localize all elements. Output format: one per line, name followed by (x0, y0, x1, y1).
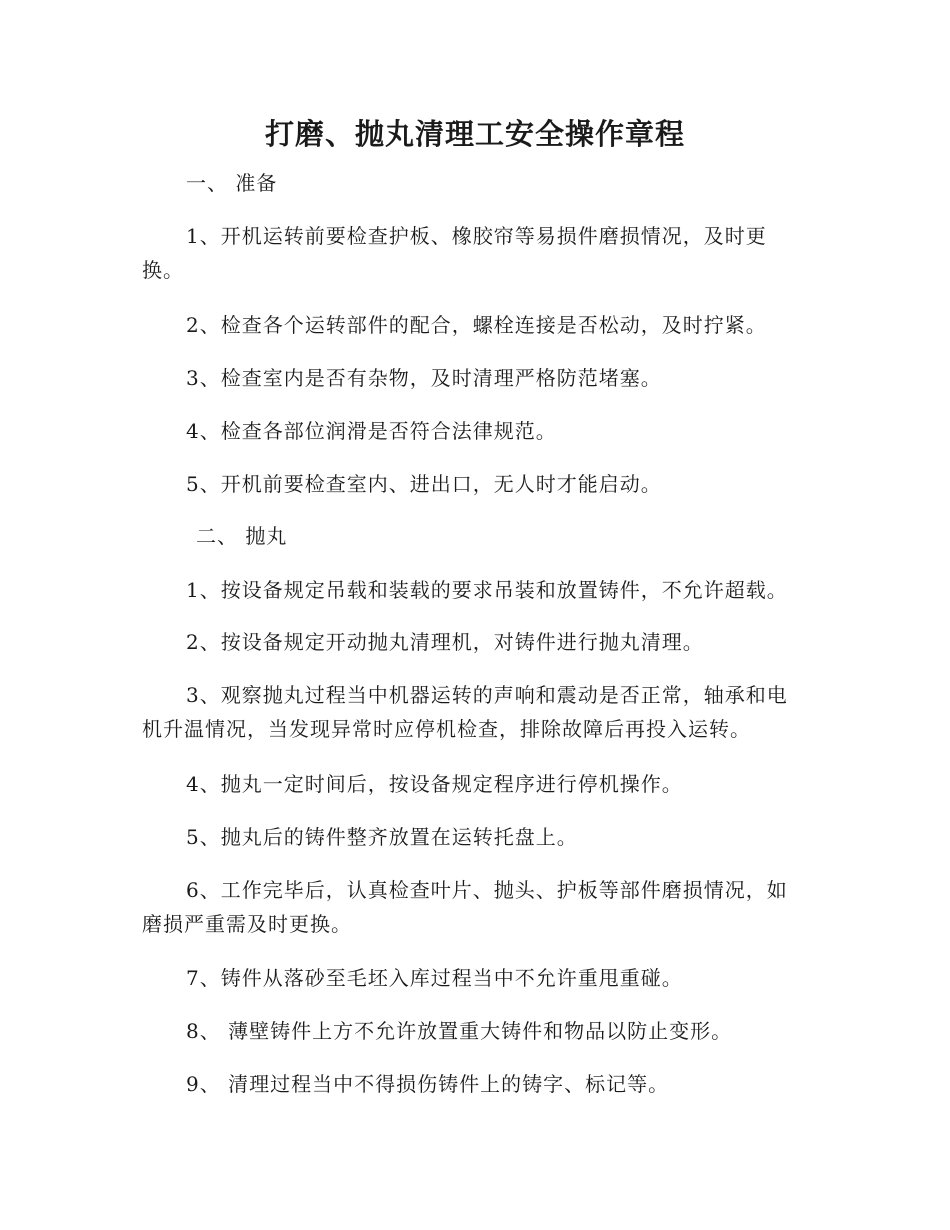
list-item: 9、 清理过程当中不得损伤铸件上的铸字、标记等。 (186, 1072, 670, 1096)
list-item: 8、 薄壁铸件上方不允许放置重大铸件和物品以防止变形。 (186, 1019, 733, 1043)
list-item: 3、检查室内是否有杂物，及时清理严格防范堵塞。 (186, 366, 662, 390)
list-item: 1、开机运转前要检查护板、橡胶帘等易损件磨损情况，及时更换。 (142, 224, 767, 282)
list-item: 4、检查各部位润滑是否符合法律规范。 (186, 419, 557, 443)
section-heading-prepare: 一、 准备 (186, 171, 278, 195)
section-heading-shot-blasting: 二、 抛丸 (196, 524, 288, 548)
list-item: 6、工作完毕后，认真检查叶片、抛头、护板等部件磨损情况，如磨损严重需及时更换。 (142, 878, 788, 936)
list-item: 2、检查各个运转部件的配合，螺栓连接是否松动，及时拧紧。 (186, 313, 767, 337)
list-item: 5、抛丸后的铸件整齐放置在运转托盘上。 (186, 825, 578, 849)
list-item: 7、铸件从落砂至毛坯入库过程当中不允许重甩重碰。 (186, 966, 683, 990)
list-item: 1、按设备规定吊载和装载的要求吊装和放置铸件，不允许超载。 (186, 578, 788, 602)
document-title: 打磨、抛丸清理工安全操作章程 (264, 117, 685, 151)
list-item: 5、开机前要检查室内、进出口，无人时才能启动。 (186, 472, 662, 496)
list-item: 4、抛丸一定时间后，按设备规定程序进行停机操作。 (186, 772, 683, 796)
list-item: 2、按设备规定开动抛丸清理机，对铸件进行抛丸清理。 (186, 630, 704, 654)
list-item: 3、观察抛丸过程当中机器运转的声响和震动是否正常，轴承和电机升温情况，当发现异常时应停机检查，排除故障后再投入运转。 (142, 683, 788, 741)
